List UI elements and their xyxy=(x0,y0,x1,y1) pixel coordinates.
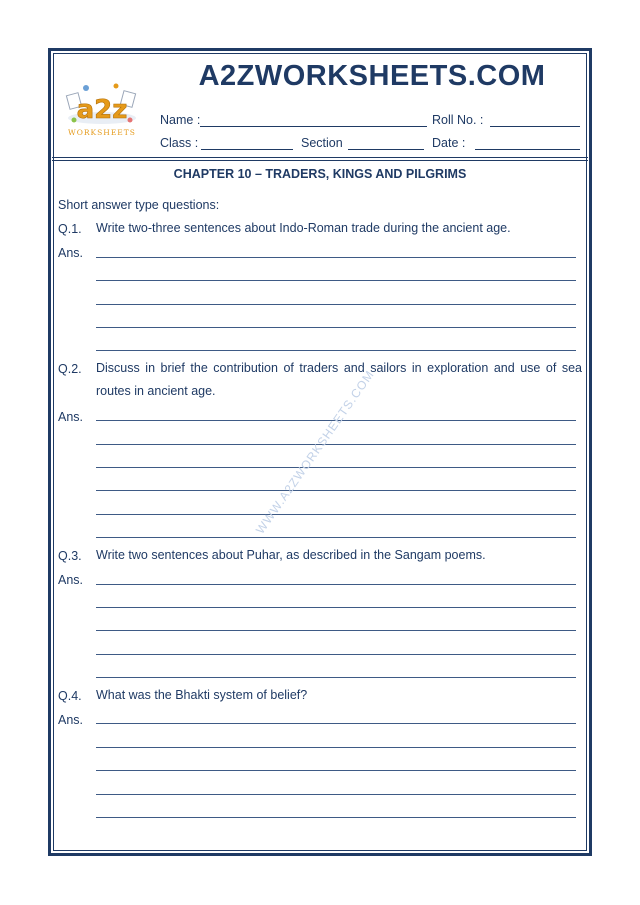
logo-wordmark: WORKSHEETS xyxy=(68,128,136,137)
answer-line[interactable] xyxy=(96,654,576,655)
date-label: Date : xyxy=(432,136,466,150)
header-rule-bottom xyxy=(52,160,588,161)
answer-label: Ans. xyxy=(58,246,84,260)
name-label: Name : xyxy=(160,113,201,127)
question-number: Q.3. xyxy=(58,549,82,563)
answer-label: Ans. xyxy=(58,410,84,424)
answer-line[interactable] xyxy=(96,514,576,515)
answer-line[interactable] xyxy=(96,467,576,468)
name-field[interactable] xyxy=(200,126,427,127)
question-text: Discuss in brief the contribution of traders and sailors in exploration and use of sea routes in ancient age. xyxy=(96,361,582,398)
question-number: Q.4. xyxy=(58,689,82,703)
site-title: A2ZWORKSHEETS.COM xyxy=(198,60,546,92)
answer-line[interactable] xyxy=(96,677,576,678)
section-field[interactable] xyxy=(348,149,424,150)
answer-label: Ans. xyxy=(58,713,84,727)
roll-no-field[interactable] xyxy=(490,126,580,127)
question-text: Write two-three sentences about Indo-Roman trade during the ancient age. xyxy=(96,221,511,235)
answer-line[interactable] xyxy=(96,257,576,258)
answer-line[interactable] xyxy=(96,817,576,818)
instruction-text: Short answer type questions: xyxy=(58,198,220,212)
answer-line[interactable] xyxy=(96,327,576,328)
svg-text:a2z: a2z xyxy=(76,95,128,125)
answer-line[interactable] xyxy=(96,630,576,631)
question-number: Q.1. xyxy=(58,222,82,236)
answer-line[interactable] xyxy=(96,537,576,538)
answer-line[interactable] xyxy=(96,444,576,445)
question-text: What was the Bhakti system of belief? xyxy=(96,688,308,702)
answer-line[interactable] xyxy=(96,584,576,585)
section-label: Section xyxy=(301,136,343,150)
answer-label: Ans. xyxy=(58,573,84,587)
header-rule-top xyxy=(52,157,588,158)
answer-line[interactable] xyxy=(96,770,576,771)
answer-line[interactable] xyxy=(96,607,576,608)
answer-line[interactable] xyxy=(96,723,576,724)
chapter-title: CHAPTER 10 – TRADERS, KINGS AND PILGRIMS xyxy=(173,167,467,181)
class-field[interactable] xyxy=(201,149,293,150)
answer-line[interactable] xyxy=(96,280,576,281)
date-field[interactable] xyxy=(475,149,580,150)
answer-line[interactable] xyxy=(96,490,576,491)
answer-line[interactable] xyxy=(96,350,576,351)
class-label: Class : xyxy=(160,136,199,150)
question-number: Q.2. xyxy=(58,362,82,376)
watermark: WWW.A2ZWORKSHEETS.COM xyxy=(252,367,378,537)
answer-line[interactable] xyxy=(96,304,576,305)
question-text: Write two sentences about Puhar, as described in the Sangam poems. xyxy=(96,548,486,562)
roll-no-label: Roll No. : xyxy=(432,113,484,127)
answer-line[interactable] xyxy=(96,794,576,795)
answer-line[interactable] xyxy=(96,747,576,748)
